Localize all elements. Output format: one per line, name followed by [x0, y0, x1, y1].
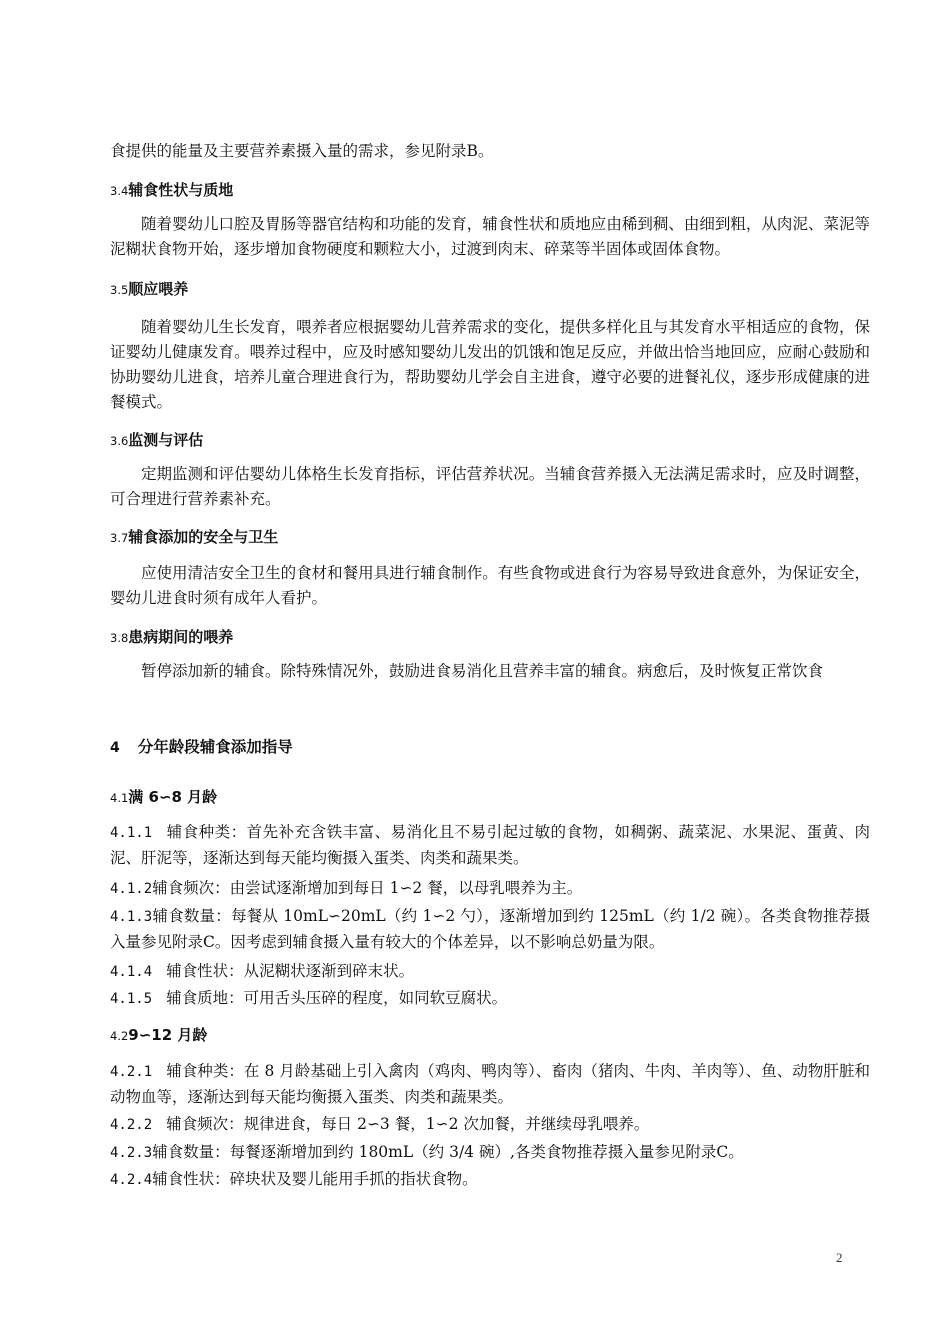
list-item-4-1-4 — [110, 959, 870, 985]
list-item-4-1-5 — [110, 986, 870, 1012]
item-number: 4.2.3 — [110, 1145, 153, 1161]
section-number: 3.6 — [110, 434, 129, 448]
section-body-3-6: 定期监测和评估婴幼儿体格生长发育指标，评估营养状况。当辅食营养摄入无法满足需求时，应及时调整，可合理进行营养素补充。 — [110, 465, 870, 508]
section-title: 监测与评估 — [128, 431, 204, 449]
item-number: 4.1.2 — [110, 881, 153, 897]
item-number: 4.2.2 — [110, 1117, 153, 1133]
section-number: 3.7 — [110, 531, 129, 545]
section-body-3-5: 随着婴幼儿生长发育，喂养者应根据婴幼儿营养需求的变化，提供多样化且与其发育水平相适应的食物，保证婴幼儿健康发育。喂养过程中，应及时感知婴幼儿发出的饥饿和饱足反应，并做出恰当地回应，应耐心鼓励和协助婴幼儿进食，培养儿童合理进食行为，帮助婴幼儿学会自主进食，遵守必要的进餐礼仪，逐步形成健康的进餐模式。 — [110, 318, 870, 411]
list-item-4-2-2 — [110, 1112, 870, 1138]
section-heading-3-6 — [110, 430, 203, 451]
section-heading-3-4 — [110, 180, 233, 201]
list-item-4-2-1 — [110, 1059, 870, 1110]
item-text: 辅食数量：每餐从 10mL∽20mL（约 1∽2 勺），逐渐增加到约 125mL（约 1/2 碗）。各类食物推荐摄入量参见附录C。因考虑到辅食摄入量有较大的个体差异，以不影响总奶量为限。 — [110, 907, 870, 951]
subsection-title: 9∽12 月龄 — [128, 1026, 208, 1044]
chapter-heading-4 — [110, 737, 293, 758]
page-number: 2 — [836, 1250, 843, 1265]
section-number: 3.5 — [110, 283, 129, 297]
section-heading-3-7 — [110, 527, 278, 548]
item-number: 4.2.1 — [110, 1064, 153, 1080]
item-number: 4.1.4 — [110, 964, 153, 980]
section-number: 3.4 — [110, 184, 129, 198]
section-title: 顺应喂养 — [128, 280, 189, 298]
continuation-text: 食提供的能量及主要营养素摄入量的需求，参见附录B。 — [110, 142, 494, 160]
section-title: 患病期间的喂养 — [128, 628, 234, 646]
item-text: 辅食频次：规律进食，每日 2∽3 餐，1∽2 次加餐，并继续母乳喂养。 — [166, 1115, 650, 1133]
subsection-heading-4-1 — [110, 787, 217, 808]
subsection-number: 4.1 — [110, 791, 129, 805]
item-number: 4.1.5 — [110, 991, 153, 1007]
subsection-number: 4.2 — [110, 1029, 129, 1043]
section-title: 辅食性状与质地 — [128, 181, 234, 199]
list-item-4-1-1 — [110, 820, 870, 871]
section-heading-3-5 — [110, 279, 188, 300]
item-text: 辅食种类：在 8 月龄基础上引入禽肉（鸡肉、鸭肉等）、畜肉（猪肉、牛肉、羊肉等）、鱼、动物肝脏和动物血等，逐渐达到每天能均衡摄入蛋类、肉类和蔬果类。 — [110, 1062, 870, 1106]
item-number: 4.1.3 — [110, 909, 153, 925]
chapter-number: 4 — [110, 740, 120, 756]
item-number: 4.1.1 — [110, 825, 153, 841]
item-text: 辅食种类：首先补充含铁丰富、易消化且不易引起过敏的食物，如稠粥、蔬菜泥、水果泥、蛋黄、肉泥、肝泥等，逐渐达到每天能均衡摄入蛋类、肉类和蔬果类。 — [110, 823, 870, 867]
item-text: 辅食性状：碎块状及婴儿能用手抓的指状食物。 — [152, 1170, 478, 1188]
list-item-4-2-4 — [110, 1167, 870, 1193]
list-item-4-2-3 — [110, 1140, 870, 1166]
item-number: 4.2.4 — [110, 1172, 153, 1188]
subsection-title: 满 6∽8 月龄 — [128, 788, 218, 806]
section-heading-3-8 — [110, 627, 233, 648]
section-body-3-4: 随着婴幼儿口腔及胃肠等器官结构和功能的发育，辅食性状和质地应由稀到稠、由细到粗，从肉泥、菜泥等泥糊状食物开始，逐步增加食物硬度和颗粒大小，过渡到肉末、碎菜等半固体或固体食物。 — [110, 215, 870, 258]
section-body-3-7: 应使用清洁安全卫生的食材和餐用具进行辅食制作。有些食物或进食行为容易导致进食意外，为保证安全，婴幼儿进食时须有成年人看护。 — [110, 564, 870, 607]
list-item-4-1-2 — [110, 876, 870, 902]
section-body-3-8: 暂停添加新的辅食。除特殊情况外，鼓励进食易消化且营养丰富的辅食。病愈后，及时恢复正常饮食 — [141, 662, 824, 680]
subsection-heading-4-2 — [110, 1025, 207, 1046]
item-text: 辅食性状：从泥糊状逐渐到碎末状。 — [166, 962, 415, 980]
section-number: 3.8 — [110, 631, 129, 645]
chapter-title: 分年龄段辅食添加指导 — [137, 738, 293, 756]
item-text: 辅食频次：由尝试逐渐增加到每日 1∽2 餐，以母乳喂养为主。 — [152, 879, 583, 897]
item-text: 辅食数量：每餐逐渐增加到约 180mL（约 3/4 碗）,各类食物推荐摄入量参见附录C。 — [152, 1143, 744, 1161]
item-text: 辅食质地：可用舌头压碎的程度，如同软豆腐状。 — [166, 989, 508, 1007]
list-item-4-1-3 — [110, 904, 870, 955]
section-title: 辅食添加的安全与卫生 — [128, 528, 279, 546]
